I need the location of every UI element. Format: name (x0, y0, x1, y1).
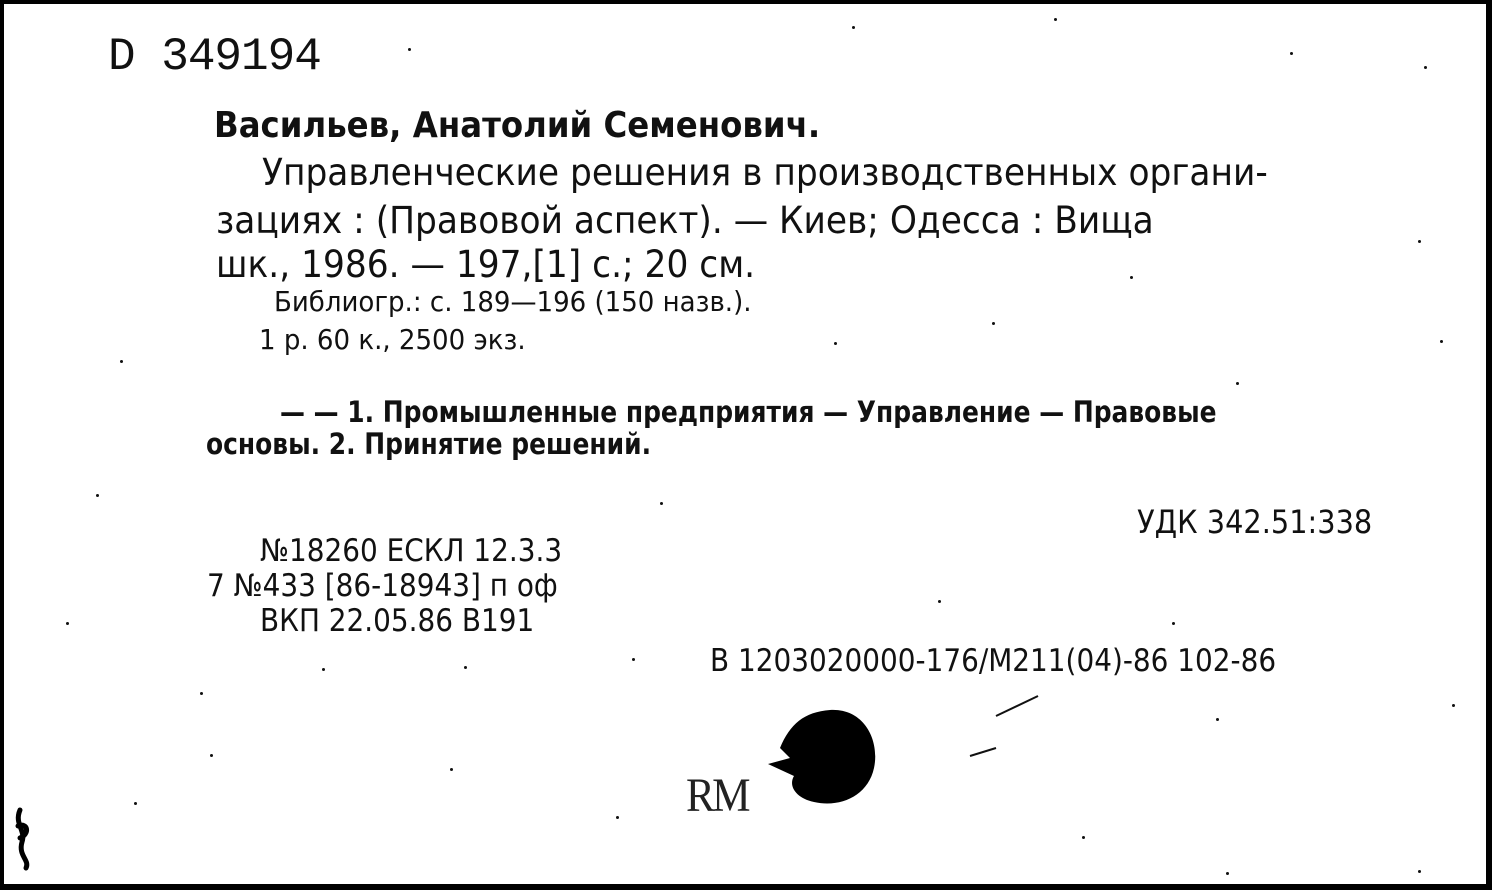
pen-stroke (970, 748, 996, 756)
ink-speck (1236, 382, 1239, 385)
margin-scribble (18, 810, 27, 868)
stamp-initials: RM (686, 769, 748, 822)
title-line: Управленческие решения в производственных органи- (262, 151, 1268, 194)
ink-marks (4, 4, 1488, 886)
catalog-code-line: ВКП 22.05.86 В191 (260, 603, 535, 639)
ink-speck (616, 816, 619, 819)
bbk-code: В 1203020000-176/М211(04)-86 102-86 (710, 643, 1277, 679)
ink-speck (450, 768, 453, 771)
ink-speck (1440, 340, 1443, 343)
ink-speck (66, 622, 69, 625)
ink-speck (1418, 240, 1421, 243)
ink-speck (210, 754, 213, 757)
ink-speck (852, 26, 855, 29)
ink-speck (1054, 18, 1057, 21)
ink-speck (1290, 52, 1293, 55)
ink-speck (96, 494, 99, 497)
ink-speck (1082, 836, 1085, 839)
ink-speck (1424, 66, 1427, 69)
ink-speck (200, 692, 203, 695)
ink-speck (1452, 704, 1455, 707)
ink-speck (408, 48, 411, 51)
ink-speck (1216, 718, 1219, 721)
ink-speck (660, 502, 663, 505)
catalog-code-line: 7 №433 [86-18943] п оф (207, 568, 558, 604)
ink-speck (1418, 870, 1421, 873)
ink-speck (134, 802, 137, 805)
ink-blot (768, 710, 875, 804)
ink-speck (992, 322, 995, 325)
ink-speck (632, 658, 635, 661)
ink-speck (120, 360, 123, 363)
pen-stroke (996, 696, 1038, 716)
subject-headings-line: основы. 2. Принятие решений. (206, 427, 652, 461)
ink-speck (1172, 622, 1175, 625)
title-line: шк., 1986. — 197,[1] с.; 20 см. (216, 243, 756, 286)
title-line: зациях : (Правовой аспект). — Киев; Одесса : Вища (216, 199, 1154, 242)
ink-speck (1130, 276, 1133, 279)
ink-speck (834, 342, 837, 345)
bibliography-note: Библиогр.: с. 189—196 (150 назв.). (274, 285, 752, 318)
catalog-code-line: №18260 ЕСКЛ 12.3.3 (260, 533, 563, 569)
ink-speck (938, 600, 941, 603)
ink-speck (322, 668, 325, 671)
price-circulation: 1 р. 60 к., 2500 экз. (259, 323, 526, 356)
author-heading: Васильев, Анатолий Семенович. (214, 105, 821, 146)
ink-speck (1226, 872, 1229, 875)
udk-code: УДК 342.51:338 (1136, 503, 1372, 541)
subject-headings-line: — — 1. Промышленные предприятия — Управление — Правовые (280, 395, 1217, 429)
accession-number: D 349194 (108, 31, 321, 83)
ink-speck (464, 666, 467, 669)
catalog-card (2, 2, 1488, 886)
